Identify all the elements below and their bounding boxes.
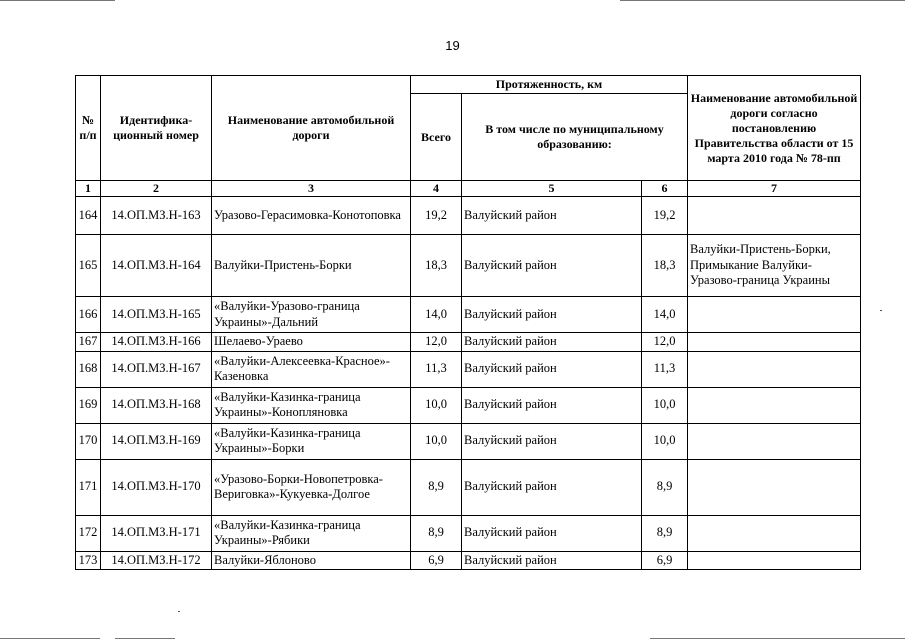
scan-speck <box>178 611 180 612</box>
row-num: 164 <box>76 197 101 235</box>
row-name: Уразово-Герасимовка-Конотоповка <box>212 197 411 235</box>
row-num: 169 <box>76 387 101 423</box>
header-municipal: В том числе по муниципальному образованию: <box>462 94 688 181</box>
row-name: Валуйки-Яблоново <box>212 551 411 570</box>
row-length: 11,3 <box>642 351 688 387</box>
col-number: 1 <box>76 181 101 197</box>
row-num: 167 <box>76 333 101 352</box>
header-length-group: Протяженность, км <box>411 76 688 94</box>
row-district: Валуйский район <box>462 459 642 515</box>
col-number: 5 <box>462 181 642 197</box>
row-district: Валуйский район <box>462 551 642 570</box>
header-total: Всего <box>411 94 462 181</box>
row-id: 14.ОП.МЗ.Н-166 <box>101 333 212 352</box>
row-name: «Валуйки-Уразово-граница Украины»-Дальний <box>212 297 411 333</box>
row-total: 19,2 <box>411 197 462 235</box>
col-number: 6 <box>642 181 688 197</box>
scan-edge-bottom-mid <box>115 638 175 639</box>
row-name: Валуйки-Пристень-Борки <box>212 235 411 297</box>
scan-edge-top-right <box>620 0 905 1</box>
row-total: 10,0 <box>411 387 462 423</box>
scan-speck <box>880 310 882 311</box>
row-num: 171 <box>76 459 101 515</box>
row-id: 14.ОП.МЗ.Н-163 <box>101 197 212 235</box>
table-row <box>76 235 861 297</box>
table-row <box>76 333 861 352</box>
col-number: 4 <box>411 181 462 197</box>
table-row <box>76 387 861 423</box>
row-length: 12,0 <box>642 333 688 352</box>
row-old-name <box>688 351 861 387</box>
row-old-name <box>688 387 861 423</box>
row-id: 14.ОП.МЗ.Н-167 <box>101 351 212 387</box>
row-id: 14.ОП.МЗ.Н-168 <box>101 387 212 423</box>
row-old-name <box>688 197 861 235</box>
row-old-name <box>688 297 861 333</box>
roads-table <box>75 75 861 570</box>
table-row <box>76 515 861 551</box>
col-number: 2 <box>101 181 212 197</box>
header-id: Идентифика-ционный номер <box>101 76 212 181</box>
table-row <box>76 459 861 515</box>
row-district: Валуйский район <box>462 297 642 333</box>
row-total: 8,9 <box>411 515 462 551</box>
table-row <box>76 297 861 333</box>
row-district: Валуйский район <box>462 351 642 387</box>
row-total: 18,3 <box>411 235 462 297</box>
table-row <box>76 351 861 387</box>
row-id: 14.ОП.МЗ.Н-170 <box>101 459 212 515</box>
page-number: 19 <box>445 38 460 53</box>
header-num: № п/п <box>76 76 101 181</box>
row-name: «Валуйки-Казинка-граница Украины»-Рябики <box>212 515 411 551</box>
row-length: 18,3 <box>642 235 688 297</box>
row-id: 14.ОП.МЗ.Н-165 <box>101 297 212 333</box>
row-total: 11,3 <box>411 351 462 387</box>
row-district: Валуйский район <box>462 515 642 551</box>
scan-edge-top-left <box>0 0 115 1</box>
row-num: 168 <box>76 351 101 387</box>
col-number: 7 <box>688 181 861 197</box>
row-old-name <box>688 423 861 459</box>
row-old-name <box>688 459 861 515</box>
row-old-name <box>688 515 861 551</box>
row-length: 8,9 <box>642 459 688 515</box>
row-length: 14,0 <box>642 297 688 333</box>
row-num: 166 <box>76 297 101 333</box>
row-length: 10,0 <box>642 387 688 423</box>
table-row <box>76 423 861 459</box>
table-row <box>76 551 861 570</box>
scan-edge-bottom-right <box>650 638 905 639</box>
row-num: 172 <box>76 515 101 551</box>
row-district: Валуйский район <box>462 423 642 459</box>
row-id: 14.ОП.МЗ.Н-172 <box>101 551 212 570</box>
row-district: Валуйский район <box>462 387 642 423</box>
row-id: 14.ОП.МЗ.Н-164 <box>101 235 212 297</box>
row-name: «Валуйки-Казинка-граница Украины»-Конопляновка <box>212 387 411 423</box>
row-id: 14.ОП.МЗ.Н-171 <box>101 515 212 551</box>
row-total: 14,0 <box>411 297 462 333</box>
row-name: Шелаево-Ураево <box>212 333 411 352</box>
row-total: 12,0 <box>411 333 462 352</box>
row-name: «Уразово-Борки-Новопетровка-Вериговка»-Кукуевка-Долгое <box>212 459 411 515</box>
row-total: 8,9 <box>411 459 462 515</box>
header-name: Наименование автомобильной дороги <box>212 76 411 181</box>
col-number: 3 <box>212 181 411 197</box>
scan-edge-bottom-left <box>0 638 100 639</box>
row-district: Валуйский район <box>462 333 642 352</box>
row-total: 10,0 <box>411 423 462 459</box>
row-district: Валуйский район <box>462 197 642 235</box>
row-name: «Валуйки-Алексеевка-Красное»-Казеновка <box>212 351 411 387</box>
row-district: Валуйский район <box>462 235 642 297</box>
row-num: 170 <box>76 423 101 459</box>
row-length: 19,2 <box>642 197 688 235</box>
table-row <box>76 197 861 235</box>
row-old-name: Валуйки-Пристень-Борки, Примыкание Валуйки-Уразово-граница Украины <box>688 235 861 297</box>
row-length: 6,9 <box>642 551 688 570</box>
row-id: 14.ОП.МЗ.Н-169 <box>101 423 212 459</box>
row-num: 165 <box>76 235 101 297</box>
row-name: «Валуйки-Казинка-граница Украины»-Борки <box>212 423 411 459</box>
header-old-name: Наименование автомобильной дороги согласно постановлению Правительства области от 15 марта 2010 года № 78-пп <box>688 76 861 181</box>
row-length: 8,9 <box>642 515 688 551</box>
row-num: 173 <box>76 551 101 570</box>
row-old-name <box>688 333 861 352</box>
row-length: 10,0 <box>642 423 688 459</box>
row-old-name <box>688 551 861 570</box>
row-total: 6,9 <box>411 551 462 570</box>
